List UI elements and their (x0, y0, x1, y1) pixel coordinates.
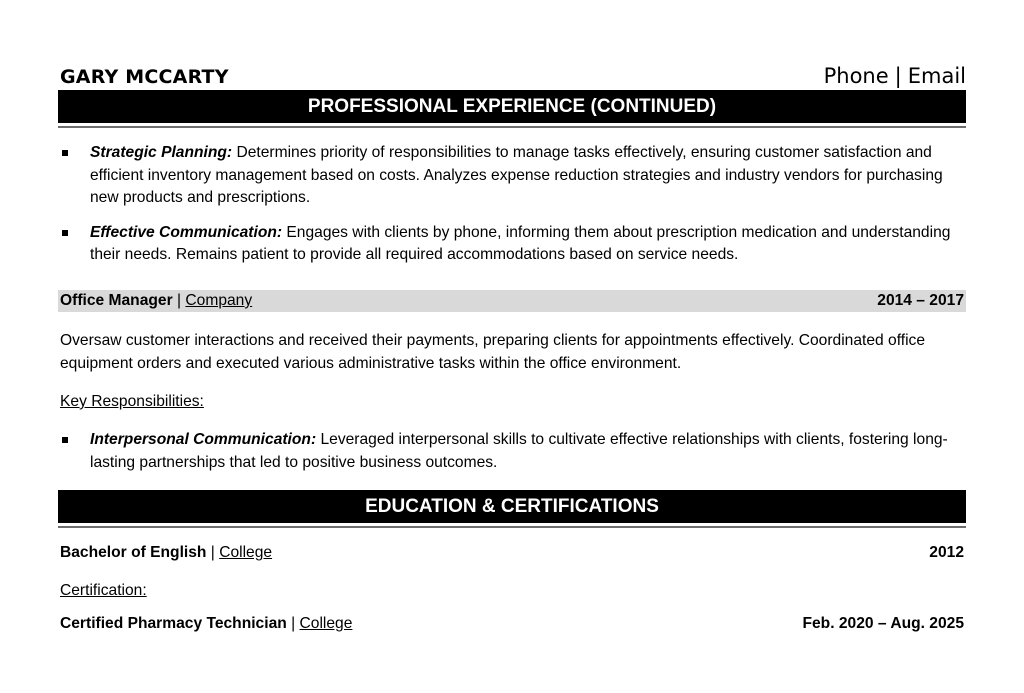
phone-label: Phone (823, 64, 889, 88)
bullet-label: Effective Communication: (90, 223, 283, 241)
bullet-label: Strategic Planning: (90, 144, 233, 161)
experience-bullet-list (60, 142, 966, 279)
certification-group (60, 615, 352, 633)
certification-title: Certified Pharmacy Technician (60, 615, 287, 632)
job-summary: Oversaw customer interactions and received their payments, preparing clients for appointments effectively. Coordinated office equipment orders and executed various administrative tasks within the office environment. (60, 332, 926, 372)
square-bullet-icon (62, 437, 68, 443)
contact-info (824, 64, 966, 88)
bullet-text: Engages with clients by phone, informing them about prescription medication and understanding their needs. Remains patient to provide all required accommodations based on service needs. (90, 223, 951, 263)
job-title-group (58, 292, 252, 310)
bullet-text: Determines priority of responsibilities to manage tasks effectively, ensuring customer satisfaction and efficient inventory management based on costs. Analyzes expense reduction strategies and industry vendors for purchasing new products and prescriptions. (90, 144, 943, 206)
certification-label-row (60, 582, 964, 600)
bullet-item (60, 429, 966, 474)
certification-separator: | (291, 615, 296, 632)
certification-school: College (299, 615, 353, 632)
square-bullet-icon (62, 150, 68, 156)
job-dates: 2014 – 2017 (877, 292, 964, 309)
certification-row (60, 615, 964, 633)
degree-year: 2012 (929, 544, 964, 561)
degree-title: Bachelor of English (60, 544, 207, 561)
key-responsibilities-label: Key Responsibilities: (60, 393, 204, 410)
job-title: Office Manager (60, 292, 173, 309)
section-heading-experience: PROFESSIONAL EXPERIENCE (CONTINUED) (58, 90, 966, 126)
degree-row (60, 544, 964, 562)
degree-separator: | (210, 544, 215, 561)
email-label: Email (907, 64, 966, 88)
bullet-item (60, 222, 966, 267)
certification-dates: Feb. 2020 – Aug. 2025 (802, 615, 964, 632)
degree-school: College (219, 544, 273, 561)
square-bullet-icon (62, 230, 68, 236)
bullet-text: Leveraged interpersonal skills to cultivate effective relationships with clients, fostering long-lasting partnerships that led to positive business outcomes. (90, 431, 948, 471)
job-separator: | (177, 292, 182, 309)
section-heading-education: EDUCATION & CERTIFICATIONS (58, 490, 966, 526)
bullet-item (60, 142, 966, 210)
job-heading-row (58, 290, 966, 312)
bullet-label: Interpersonal Communication: (90, 431, 317, 448)
degree-group (60, 544, 272, 562)
resume-header (60, 58, 966, 88)
candidate-name: GARY MCCARTY (60, 66, 229, 88)
contact-separator: | (894, 64, 902, 88)
certification-label: Certification: (60, 582, 147, 599)
job-company: Company (185, 292, 253, 309)
job-bullet-list (60, 429, 966, 486)
